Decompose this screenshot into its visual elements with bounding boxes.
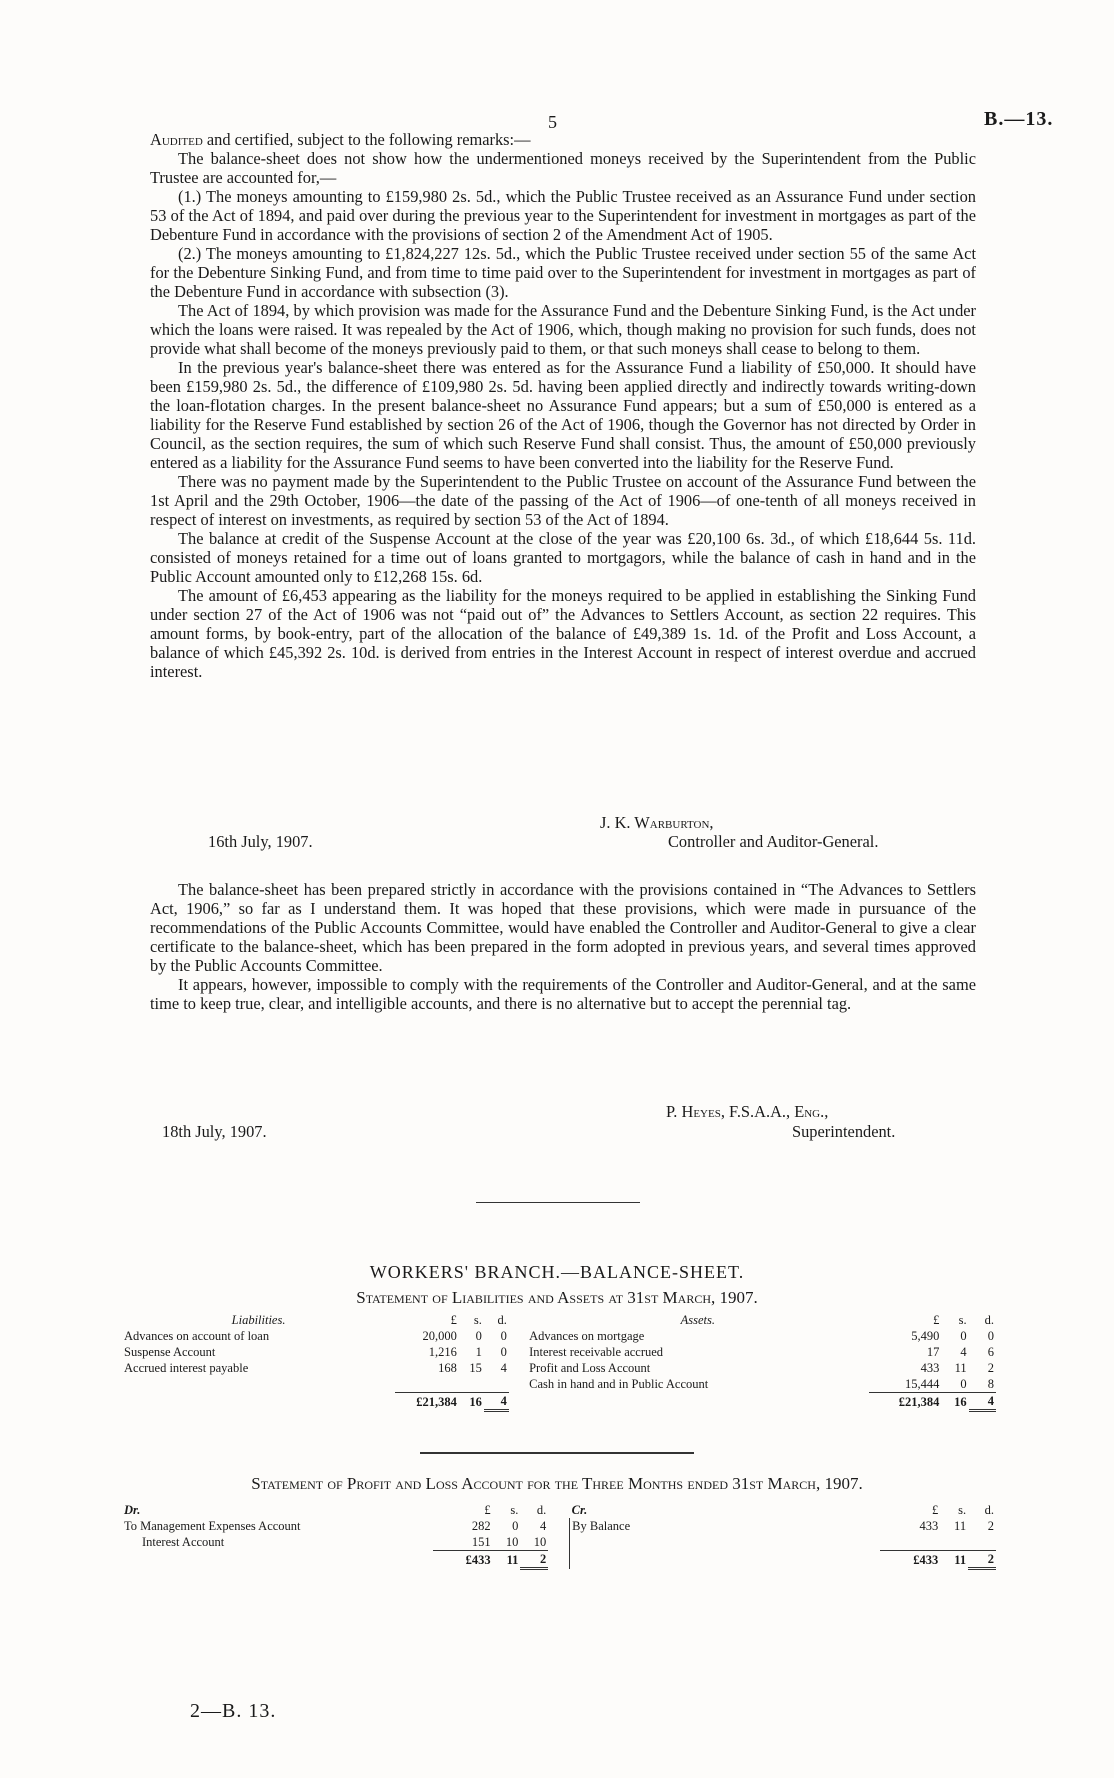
pence-heading: d. [536,1503,547,1517]
debit-shillings: 0 [512,1519,519,1533]
total-credit-shillings: 11 [940,1551,968,1569]
total-assets-pence: 4 [969,1393,996,1411]
total-credit-pounds: £433 [880,1551,940,1569]
debit-label: To Management Expenses Account [124,1519,301,1533]
shillings-heading: s. [958,1503,967,1517]
superintendent-reply [150,880,976,1013]
liability-pounds: 1,216 [428,1345,457,1359]
liability-label: Accrued interest payable [124,1361,249,1375]
total-credit-pence: 2 [968,1551,996,1569]
reply-paragraph: It appears, however, impossible to comply with the requirements of the Controller and Auditor-General, and at the same time to keep true, clear, and intelligible accounts, and there is no alternative but to accept the perennial tag. [150,975,976,1013]
liability-pounds [395,1376,459,1393]
auditor-name: J. K. Warburton, [600,813,714,832]
sheet-signature: 2—B. 13. [190,1700,277,1722]
debit-pounds: 282 [471,1519,491,1533]
liability-label: Advances on account of loan [124,1329,270,1343]
page-number: 5 [548,112,557,132]
pounds-heading: £ [450,1313,457,1327]
shillings-heading: s. [958,1313,967,1327]
total-liabilities-shillings: 16 [459,1393,484,1411]
credit-heading: Cr. [571,1503,588,1517]
profit-loss-table [122,1502,996,1570]
asset-pence: 0 [987,1329,994,1343]
liability-pence: 0 [500,1345,507,1359]
asset-pounds: 17 [926,1345,940,1359]
profit-loss-header-row [122,1502,996,1518]
asset-shillings: 0 [960,1377,967,1391]
credit-shillings: 11 [954,1519,967,1533]
audit-remarks [150,130,976,681]
balance-sheet-table [122,1312,996,1412]
asset-pence: 8 [987,1377,994,1391]
credit-pence: 2 [987,1519,994,1533]
pounds-heading: £ [932,1503,939,1517]
liability-pence: 0 [500,1329,507,1343]
total-assets-pounds: £21,384 [869,1393,942,1411]
pounds-heading: £ [484,1503,491,1517]
audit-paragraph: The balance-sheet does not show how the undermentioned moneys received by the Superintendent from the Public Trustee are accounted for,— [150,149,976,187]
liabilities-heading: Liabilities. [231,1313,286,1327]
total-liabilities-pence: 4 [484,1393,509,1411]
superintendent-date: 18th July, 1907. [162,1122,267,1141]
liability-pence [484,1376,509,1393]
asset-label: Cash in hand and in Public Account [529,1377,709,1392]
section-divider [420,1452,694,1454]
audit-intro-rest: and certified, subject to the following remarks:— [202,130,531,149]
total-debit-pounds: £433 [433,1551,493,1569]
audit-paragraph: There was no payment made by the Superintendent to the Public Trustee on account of the Assurance Fund between the 1st April and the 29th October, 1906—the date of the passing of the Act of 1906—of one-tenth of all moneys received in respect of interest on investments, as required by section 53 of the Act of 1894. [150,472,976,529]
total-row [122,1393,996,1411]
superintendent-name: P. Heyes, F.S.A.A., Eng., [666,1102,829,1121]
asset-pence: 6 [987,1345,994,1359]
audit-intro-lead: Audited [150,130,203,149]
liability-pence: 4 [500,1361,507,1375]
pence-heading: d. [497,1313,507,1327]
liability-label: Suspense Account [124,1345,216,1359]
audit-intro [150,130,976,149]
liability-label [122,1376,395,1393]
shillings-heading: s. [473,1313,482,1327]
superintendent-title: Superintendent. [792,1122,896,1141]
debit-pence: 10 [533,1535,547,1549]
pounds-heading: £ [933,1313,940,1327]
liability-shillings: 15 [469,1361,482,1375]
asset-shillings: 0 [960,1329,967,1343]
audit-paragraph: The amount of £6,453 appearing as the liability for the moneys required to be applied in establishing the Sinking Fund under section 27 of the Act of 1906 was not “paid out of” the Advances to Settlers Account, as section 22 requires. This amount forms, by book-entry, part of the allocation of the balance of £49,389 1s. 1d. of the Profit and Loss Account, a balance of which £45,392 2s. 10d. is derived from entries in the Interest Account in respect of interest overdue and accrued interest. [150,586,976,681]
assets-heading: Assets. [680,1313,715,1327]
table-row [122,1376,996,1393]
table-row [122,1360,996,1376]
asset-label: Advances on mortgage [529,1329,645,1343]
audit-paragraph: The balance at credit of the Suspense Account at the close of the year was £20,100 6s. 3d., of which £18,644 5s. 11d. consisted of moneys retained for a time out of loans granted to mortgagors, while the balance of cash in hand and in the Public Account amounted only to £12,268 15s. 6d. [150,529,976,586]
total-debit-pence: 2 [520,1551,548,1569]
audit-paragraph: The Act of 1894, by which provision was made for the Assurance Fund and the Debenture Sinking Fund, is the Act under which the loans were raised. It was repealed by the Act of 1906, which, though making no provision for such funds, does not provide what shall become of the moneys previously paid to them, or that such moneys shall cease to belong to them. [150,301,976,358]
pence-heading: d. [984,1503,994,1517]
table-row [122,1518,996,1534]
pence-heading: d. [984,1313,994,1327]
table-row [122,1344,996,1360]
asset-pounds: 433 [920,1361,940,1375]
total-liabilities-pounds: £21,384 [395,1393,459,1411]
liability-pounds: 168 [438,1361,457,1375]
asset-shillings: 4 [960,1345,967,1359]
balance-sheet-subtitle: Statement of Liabilities and Assets at 31st March, 1907. [356,1288,758,1307]
auditor-title: Controller and Auditor-General. [668,832,879,851]
table-row [122,1328,996,1344]
debit-pence: 4 [540,1519,547,1533]
total-assets-shillings: 16 [941,1393,968,1411]
audit-date: 16th July, 1907. [208,832,313,851]
table-row [122,1534,996,1551]
reply-paragraph: The balance-sheet has been prepared strictly in accordance with the provisions contained in “The Advances to Settlers Act, 1906,” so far as I understand them. It was hoped that these provisions, which were made in pursuance of the recommendations of the Public Accounts Committee, would have enabled the Controller and Auditor-General to give a clear certificate to the balance-sheet, which has been prepared in the form adopted in previous years, and several times approved by the Public Accounts Committee. [150,880,976,975]
debit-pounds: 151 [471,1535,491,1549]
liability-pounds: 20,000 [422,1329,457,1343]
asset-label: Profit and Loss Account [529,1361,651,1375]
section-divider [476,1202,640,1203]
credit-label: By Balance [572,1519,631,1533]
total-row [122,1551,996,1569]
asset-shillings: 11 [954,1361,967,1375]
balance-sheet-header-row [122,1312,996,1328]
liability-shillings: 0 [475,1329,482,1343]
debit-shillings: 10 [505,1535,519,1549]
liability-shillings: 1 [475,1345,482,1359]
audit-paragraph: (1.) The moneys amounting to £159,980 2s. 5d., which the Public Trustee received as an Assurance Fund under section 53 of the Act of 1894, and paid over during the previous year to the Superintendent for investment in mortgages as part of the Debenture Fund in accordance with the provisions of section 2 of the Amendment Act of 1905. [150,187,976,244]
shillings-heading: s. [510,1503,519,1517]
asset-label: Interest receivable accrued [529,1345,664,1359]
balance-sheet-title: WORKERS' BRANCH.—BALANCE-SHEET. [369,1262,745,1282]
document-reference: B.—13. [984,108,1054,130]
credit-pounds: 433 [919,1519,939,1533]
total-debit-shillings: 11 [493,1551,521,1569]
audit-paragraph: In the previous year's balance-sheet there was entered as for the Assurance Fund a liability of £50,000. It should have been £159,980 2s. 5d., the difference of £109,980 2s. 5d. having been applied directly and indirectly towards writing-down the loan-flotation charges. In the present balance-sheet no Assurance Fund appears; but a sum of £50,000 is entered as a liability for the Reserve Fund established by section 26 of the Act of 1906, though the Governor has not directed by Order in Council, as the section requires, the sum of which such Reserve Fund shall consist. Thus, the amount of £50,000 previously entered as a liability for the Assurance Fund seems to have been converted into the liability for the Reserve Fund. [150,358,976,472]
asset-pounds: 15,444 [904,1377,940,1391]
debit-heading: Dr. [124,1503,141,1517]
profit-loss-title: Statement of Profit and Loss Account for the Three Months ended 31st March, 1907. [251,1474,863,1493]
asset-pounds: 5,490 [911,1329,940,1343]
debit-label: Interest Account [142,1535,225,1550]
asset-pence: 2 [987,1361,994,1375]
liability-shillings [459,1376,484,1393]
audit-paragraph: (2.) The moneys amounting to £1,824,227 12s. 5d., which the Public Trustee received under section 55 of the same Act for the Debenture Sinking Fund, and from time to time paid over to the Superintendent for investment in mortgages as part of the Debenture Fund in accordance with subsection (3). [150,244,976,301]
